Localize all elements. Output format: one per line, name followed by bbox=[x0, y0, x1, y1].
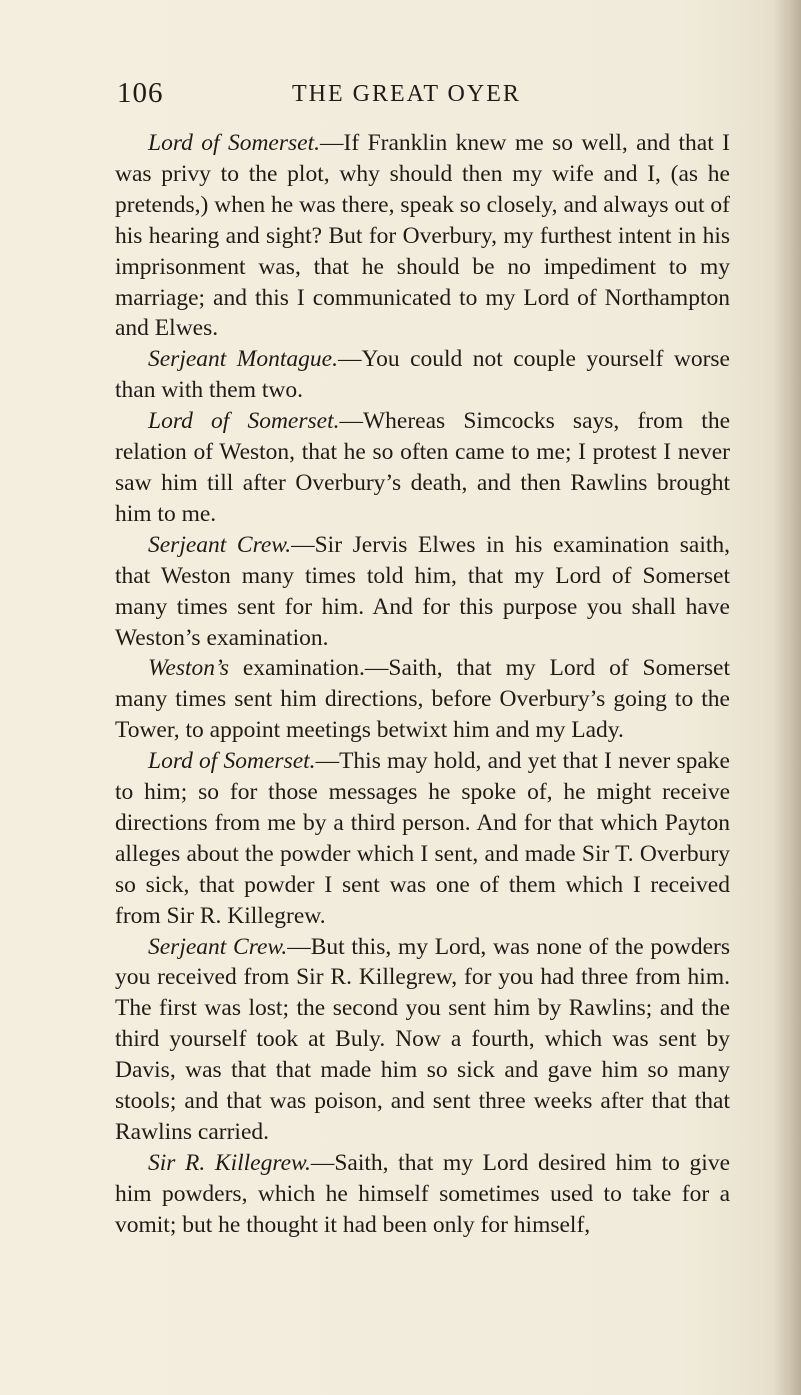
paragraph bbox=[115, 653, 730, 746]
speaker-label: Lord of Somerset. bbox=[148, 130, 320, 156]
speaker-label: Sir R. Killegrew. bbox=[148, 1149, 311, 1176]
paragraph bbox=[115, 128, 730, 344]
speaker-label: Lord of Somerset. bbox=[148, 748, 316, 775]
page-header bbox=[117, 77, 717, 117]
paragraph-text: —Saith, that my Lord desired him to give him powders, which he himself sometimes used to take for a vomit; but he thought it had been only for himself, bbox=[115, 1149, 730, 1238]
running-head: THE GREAT OYER bbox=[292, 81, 521, 107]
paragraph-text: —Whereas Simcocks says, from the relation of Weston, that he so often came to me; I protest I never saw him till after Overbury’s death, and then Rawlins brought him to me. bbox=[115, 408, 730, 527]
speaker-label: Weston’s bbox=[148, 655, 229, 682]
speaker-label: Lord of Somerset. bbox=[148, 408, 340, 435]
page-number: 106 bbox=[117, 77, 164, 109]
paragraph bbox=[115, 530, 730, 654]
paragraph bbox=[115, 746, 730, 931]
body-text bbox=[115, 128, 730, 1241]
speaker-label: Serjeant Crew. bbox=[148, 933, 288, 960]
paragraph bbox=[115, 344, 730, 406]
paragraph-text: —But this, my Lord, was none of the powders you received from Sir R. Killegrew, for you had three from him. The first was lost; the second you sent him by Rawlins; and the third yourself took at Buly. Now a fourth, which was sent by Davis, was that that made him so sick and gave him so many stools; and that was poison, and sent three weeks after that that Rawlins carried. bbox=[115, 933, 730, 1145]
speaker-label: Serjeant Montague. bbox=[148, 346, 338, 373]
paragraph-text: —You could not couple yourself worse than with them two. bbox=[115, 346, 730, 404]
paragraph bbox=[115, 932, 730, 1148]
paragraph-text: examination.—Saith, that my Lord of Somerset many times sent him directions, before Overbury’s going to the Tower, to appoint meetings betwixt him and my Lady. bbox=[115, 655, 730, 744]
paragraph bbox=[115, 1148, 730, 1241]
page-edge-shadow bbox=[773, 0, 801, 1395]
paragraph-text: —This may hold, and yet that I never spake to him; so for those messages he spoke of, he might receive directions from me by a third person. And for that which Payton alleges about the powder which I sent, and made Sir T. Overbury so sick, that powder I sent was one of them which I received from Sir R. Killegrew. bbox=[115, 748, 730, 929]
speaker-label: Serjeant Crew. bbox=[148, 531, 292, 558]
paragraph-text: —If Franklin knew me so well, and that I was privy to the plot, why should then my wife and I, (as he pretends,) when he was there, speak so closely, and always out of his hearing and sight? But for Overbury, my furthest intent in his imprisonment was, that he should be no impediment to my marriage; and this I communicated to my Lord of Northampton and Elwes. bbox=[115, 130, 730, 342]
paragraph-text: —Sir Jervis Elwes in his examination saith, that Weston many times told him, that my Lord of Somerset many times sent for him. And for this purpose you shall have Weston’s examination. bbox=[115, 531, 730, 651]
paragraph bbox=[115, 406, 730, 530]
